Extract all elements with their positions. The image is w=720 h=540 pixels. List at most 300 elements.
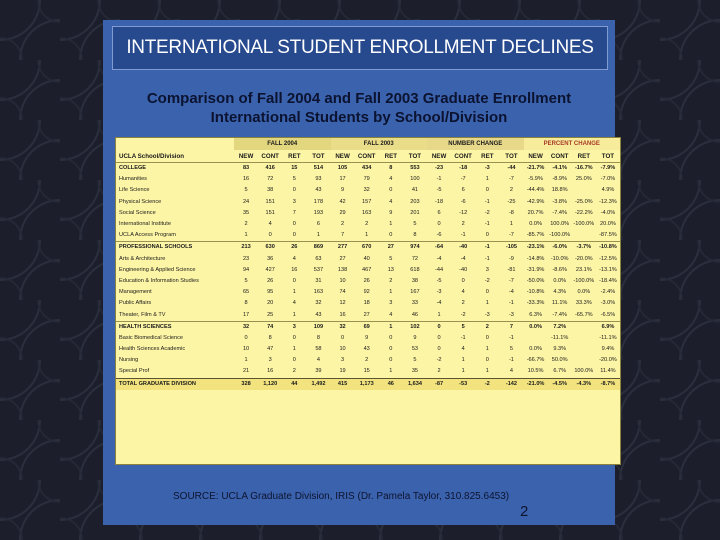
table-cell: 46: [379, 378, 403, 390]
table-cell: -25.0%: [574, 198, 593, 205]
table-cell: 10: [339, 346, 346, 353]
table-cell: 41: [411, 187, 419, 194]
table-cell: 2: [475, 321, 499, 333]
row-label: Special Prof: [119, 368, 150, 375]
table-cell: 0.0%: [577, 289, 591, 296]
table-row: [116, 309, 620, 321]
table-cell: 4.3%: [553, 289, 567, 296]
table-cell: 8: [316, 334, 320, 341]
column-header: RET: [572, 150, 596, 163]
table-cell: 7: [292, 209, 296, 216]
table-cell: 4.9%: [601, 187, 615, 194]
table-cell: -21.0%: [524, 378, 548, 390]
table-cell: 7.2%: [548, 321, 572, 333]
table-cell: 0: [437, 334, 441, 341]
table-cell: 32: [331, 321, 355, 333]
row-label: PROFESSIONAL SCHOOLS: [116, 242, 234, 254]
row-label: Basic Biomedical Science: [119, 334, 184, 341]
column-header: CONT: [451, 150, 475, 163]
table-cell: 415: [331, 378, 355, 390]
table-cell: -5.9%: [528, 176, 543, 183]
table-cell: -7.9%: [596, 163, 620, 175]
table-cell: 974: [403, 242, 427, 254]
table-cell: -3: [484, 311, 490, 318]
table-cell: 105: [331, 163, 355, 175]
table-cell: -2: [436, 357, 442, 364]
table-cell: -10.0%: [550, 255, 569, 262]
table-cell: 8: [379, 163, 403, 175]
table-cell: 5: [413, 357, 417, 364]
table-cell: 16: [242, 176, 250, 183]
table-cell: -5: [436, 187, 442, 194]
table-cell: 100: [410, 176, 420, 183]
table-cell: 35: [242, 209, 250, 216]
table-cell: 5: [292, 176, 296, 183]
table-cell: -18: [435, 198, 444, 205]
table-cell: 1: [292, 311, 296, 318]
table-cell: -100.0%: [549, 232, 571, 239]
table-cell: -40: [451, 242, 475, 254]
table-cell: 33: [411, 300, 419, 307]
table-cell: 11.1%: [551, 300, 568, 307]
table-cell: -8.9%: [552, 176, 567, 183]
table-cell: 553: [403, 163, 427, 175]
table-cell: 9: [341, 187, 345, 194]
table-row: [116, 174, 620, 185]
table-cell: -40: [459, 266, 468, 273]
column-header: RET: [475, 150, 499, 163]
section-row: [116, 242, 620, 254]
table-cell: -6: [436, 232, 442, 239]
table-cell: 83: [234, 163, 258, 175]
table-cell: 10: [339, 277, 346, 284]
table-cell: 20: [267, 300, 274, 307]
table-cell: 26: [363, 277, 370, 284]
table-cell: -1: [484, 221, 490, 228]
table-cell: 25.0%: [575, 176, 592, 183]
table-cell: -23: [427, 163, 451, 175]
table-cell: 19: [339, 368, 346, 375]
table-cell: -3: [508, 311, 514, 318]
table-cell: 0: [485, 187, 489, 194]
table-cell: -20.0%: [599, 357, 617, 364]
table-cell: 32: [315, 300, 322, 307]
table-cell: 203: [410, 198, 420, 205]
table-cell: 2: [437, 368, 441, 375]
table-cell: -4: [508, 289, 514, 296]
table-cell: 1,492: [306, 378, 330, 390]
table-row: [116, 219, 620, 230]
column-header: TOT: [499, 150, 523, 163]
table-row: [116, 287, 620, 298]
table-cell: 100.0%: [574, 368, 594, 375]
table-cell: -3: [436, 289, 442, 296]
group-header-row: [116, 138, 620, 150]
row-label: Nursing: [119, 357, 139, 364]
column-header-school: UCLA School/Division: [116, 150, 234, 163]
table-cell: 53: [411, 346, 419, 353]
row-label: Theater, Film & TV: [119, 311, 166, 318]
table-cell: 163: [362, 209, 372, 216]
table-cell: 32: [234, 321, 258, 333]
table-cell: 1,173: [355, 378, 379, 390]
table-cell: 1: [389, 289, 393, 296]
table-cell: 618: [410, 266, 420, 273]
table-cell: 1: [461, 357, 465, 364]
row-label: Social Science: [119, 209, 156, 216]
table-cell: -7: [508, 176, 514, 183]
table-cell: -2: [460, 311, 466, 318]
table-cell: -2: [484, 209, 490, 216]
table-cell: 5: [244, 187, 248, 194]
table-cell: 0: [292, 277, 296, 284]
table-cell: -8.6%: [552, 266, 567, 273]
table-cell: -6: [460, 198, 466, 205]
table-cell: 4: [461, 346, 465, 353]
row-label: Physical Science: [119, 198, 162, 205]
table-cell: -16.7%: [572, 163, 596, 175]
table-cell: 2: [365, 221, 369, 228]
table-cell: 18: [363, 300, 370, 307]
table-cell: -50.0%: [526, 277, 545, 284]
table-cell: 1: [461, 368, 465, 375]
table-cell: 1,634: [403, 378, 427, 390]
table-row: [116, 208, 620, 219]
table-cell: -8: [508, 209, 514, 216]
table-cell: 5: [244, 277, 248, 284]
table-cell: 277: [331, 242, 355, 254]
table-cell: -31.9%: [526, 266, 545, 273]
table-cell: 58: [315, 346, 322, 353]
group-header-fall-2003: FALL 2003: [331, 138, 428, 150]
table-cell: 2: [509, 187, 513, 194]
table-cell: 5: [451, 321, 475, 333]
table-cell: 33.3%: [575, 300, 592, 307]
table-cell: 0: [292, 334, 296, 341]
table-cell: 40: [363, 255, 370, 262]
table-cell: 1: [244, 232, 248, 239]
table-cell: -53: [451, 378, 475, 390]
table-cell: -11.1%: [599, 334, 617, 341]
section-row: [116, 321, 620, 333]
row-label: TOTAL GRADUATE DIVISION: [116, 378, 234, 390]
subtitle-line-1: Comparison of Fall 2004 and Fall 2003 Graduate Enrollment: [146, 90, 572, 107]
table-cell: -87.5%: [599, 232, 617, 239]
table-cell: 16: [339, 311, 346, 318]
table-cell: 5: [509, 346, 513, 353]
row-label: UCLA Access Program: [119, 232, 176, 239]
row-label: Humanities: [119, 176, 147, 183]
table-cell: 0: [485, 357, 489, 364]
table-cell: 2: [341, 221, 345, 228]
table-cell: 4: [292, 300, 296, 307]
table-cell: -44.4%: [526, 187, 545, 194]
table-cell: -1: [484, 198, 490, 205]
table-cell: [524, 333, 548, 344]
table-cell: 50.0%: [551, 357, 568, 364]
table-cell: 427: [265, 266, 275, 273]
table-cell: 32: [363, 187, 370, 194]
table-cell: 10: [242, 346, 250, 353]
table-cell: 47: [267, 346, 274, 353]
table-cell: -20.0%: [574, 255, 593, 262]
table-row: [116, 366, 620, 378]
table-cell: -22.2%: [574, 209, 593, 216]
table-cell: 1: [292, 346, 296, 353]
table-cell: 1: [485, 176, 489, 183]
table-cell: 94: [242, 266, 250, 273]
table-cell: 6: [461, 187, 465, 194]
table-cell: 630: [258, 242, 282, 254]
table-cell: 7: [341, 232, 345, 239]
column-header: RET: [379, 150, 403, 163]
table-cell: 4: [316, 357, 320, 364]
table-cell: 0.0%: [553, 277, 567, 284]
table-cell: 38: [267, 187, 274, 194]
table-cell: 213: [234, 242, 258, 254]
row-label: Engineering & Applied Science: [119, 266, 196, 273]
table-cell: -2.4%: [600, 289, 616, 296]
group-header-percent-change: PERCENT CHANGE: [524, 138, 621, 150]
table-cell: 3: [282, 321, 306, 333]
column-header: RET: [282, 150, 306, 163]
table-cell: 0: [485, 334, 489, 341]
table-cell: -2: [475, 378, 499, 390]
table-cell: [572, 355, 596, 366]
row-label: Life Science: [119, 187, 150, 194]
table-cell: -65.7%: [574, 311, 593, 318]
table-cell: 23.1%: [575, 266, 592, 273]
table-cell: 1: [292, 289, 296, 296]
table-cell: -44: [435, 266, 444, 273]
table-cell: -18.4%: [599, 277, 617, 284]
row-label: Health Sciences Academic: [119, 346, 186, 353]
table-cell: 27: [379, 242, 403, 254]
table-row: [116, 185, 620, 196]
table-cell: 20.0%: [600, 221, 616, 228]
row-label: Public Affairs: [119, 300, 152, 307]
row-label: Management: [119, 289, 152, 296]
table-cell: 4: [509, 368, 513, 375]
table-cell: 27: [363, 311, 370, 318]
group-header-fall-2004: FALL 2004: [234, 138, 331, 150]
table-cell: -4.0%: [600, 209, 616, 216]
table-cell: 0: [485, 289, 489, 296]
table-cell: -23.1%: [524, 242, 548, 254]
table-cell: 42: [339, 198, 346, 205]
table-cell: -9: [508, 255, 514, 262]
table-cell: -87: [427, 378, 451, 390]
table-cell: 29: [339, 209, 346, 216]
table-cell: 2: [461, 300, 465, 307]
table-cell: 0: [389, 232, 393, 239]
table-cell: 467: [362, 266, 372, 273]
table-cell: 0: [292, 232, 296, 239]
table-row: [116, 230, 620, 242]
table-row: [116, 344, 620, 355]
table-cell: -81: [507, 266, 516, 273]
table-cell: 38: [411, 277, 419, 284]
table-cell: -44: [499, 163, 523, 175]
table-cell: 3: [292, 198, 296, 205]
table-cell: 0: [292, 221, 296, 228]
table-cell: 39: [315, 368, 322, 375]
table-row: [116, 333, 620, 344]
table-cell: -4.1%: [548, 163, 572, 175]
table-cell: -14.8%: [526, 255, 545, 262]
table-row: [116, 298, 620, 309]
table-cell: -7.4%: [552, 311, 567, 318]
table-cell: -11.1%: [551, 334, 569, 341]
table-row: [116, 254, 620, 265]
table-cell: 44: [282, 378, 306, 390]
table-cell: 167: [410, 289, 420, 296]
table-cell: 0: [427, 321, 451, 333]
table-cell: 1,120: [258, 378, 282, 390]
table-row: [116, 197, 620, 208]
table-cell: 4: [389, 198, 393, 205]
table-cell: 17: [242, 311, 250, 318]
table-cell: 1: [485, 368, 489, 375]
table-cell: 9: [365, 334, 369, 341]
table-cell: -4: [436, 255, 442, 262]
section-row: [116, 163, 620, 175]
table-cell: 0.0%: [524, 321, 548, 333]
table-cell: 1: [244, 357, 248, 364]
table-cell: -100.0%: [573, 221, 595, 228]
table-cell: 670: [355, 242, 379, 254]
table-cell: -18: [451, 163, 475, 175]
table-cell: 17: [339, 176, 346, 183]
table-cell: 23: [242, 255, 250, 262]
table-cell: 46: [411, 311, 419, 318]
table-cell: 328: [234, 378, 258, 390]
table-cell: -85.7%: [526, 232, 545, 239]
group-header-number-change: NUMBER CHANGE: [427, 138, 524, 150]
table-cell: 9: [389, 209, 393, 216]
table-cell: 10.5%: [527, 368, 544, 375]
page-number: 2: [520, 503, 529, 520]
table-cell: 0: [389, 357, 393, 364]
table-cell: 9.3%: [553, 346, 567, 353]
column-header: NEW: [427, 150, 451, 163]
slide-title: INTERNATIONAL STUDENT ENROLLMENT DECLINES: [112, 26, 608, 70]
table-cell: -6.5%: [600, 311, 616, 318]
table-cell: 15: [363, 368, 370, 375]
table-cell: 163: [313, 289, 324, 296]
source-note: SOURCE: UCLA Graduate Division, IRIS (Dr. Pamela Taylor, 310.825.6453): [173, 491, 510, 502]
table-cell: 1: [379, 321, 403, 333]
row-label: Education & Information Studies: [119, 277, 199, 284]
table-cell: 1: [509, 221, 513, 228]
table-cell: 8: [244, 300, 248, 307]
table-cell: -12.3%: [599, 198, 617, 205]
table-cell: -2: [484, 277, 490, 284]
table-cell: 4: [292, 255, 296, 262]
table-cell: 25: [267, 311, 274, 318]
table-cell: -1: [508, 357, 514, 364]
table-cell: 13: [387, 266, 394, 273]
table-cell: 72: [267, 176, 274, 183]
table-cell: -33.3%: [526, 300, 545, 307]
table-cell: 109: [306, 321, 330, 333]
table-cell: 8: [268, 334, 272, 341]
table-cell: 3: [389, 300, 393, 307]
table-cell: 0: [341, 334, 345, 341]
table-cell: 4: [268, 221, 272, 228]
table-cell: -3.7%: [572, 242, 596, 254]
table-row: [116, 276, 620, 287]
table-cell: 72: [411, 255, 419, 262]
table-cell: [572, 344, 596, 355]
table-cell: [572, 185, 596, 196]
table-cell: 7: [499, 321, 523, 333]
table-cell: -1: [508, 334, 514, 341]
table-cell: 1: [485, 346, 489, 353]
table-cell: -7: [508, 232, 514, 239]
row-label: Arts & Architecture: [119, 255, 166, 262]
table-body: [116, 163, 620, 390]
table-cell: -13.1%: [599, 266, 617, 273]
table-cell: 102: [403, 321, 427, 333]
table-cell: -1: [475, 242, 499, 254]
table-cell: 18.8%: [551, 187, 568, 194]
table-cell: 12: [339, 300, 346, 307]
table-cell: 92: [363, 289, 370, 296]
table-cell: 3: [485, 266, 489, 273]
table-cell: 15: [282, 163, 306, 175]
table-cell: -105: [499, 242, 523, 254]
table-cell: 31: [315, 277, 322, 284]
table-cell: -1: [508, 300, 514, 307]
table-cell: -100.0%: [573, 277, 595, 284]
table-cell: 2: [389, 277, 393, 284]
table-cell: 20.7%: [527, 209, 544, 216]
row-label: COLLEGE: [116, 163, 234, 175]
table-cell: -4.5%: [548, 378, 572, 390]
table-cell: 4: [389, 176, 393, 183]
table-cell: -66.7%: [526, 357, 545, 364]
slide-subtitle: [103, 89, 615, 127]
total-row: [116, 378, 620, 390]
table-cell: 157: [362, 198, 372, 205]
table-cell: 3: [268, 357, 272, 364]
table-cell: 1: [485, 300, 489, 307]
table-cell: 0: [244, 334, 248, 341]
table-cell: -8.7%: [596, 378, 620, 390]
table-cell: [572, 230, 596, 242]
table-cell: 869: [306, 242, 330, 254]
column-header-row: [116, 150, 620, 163]
column-header: CONT: [258, 150, 282, 163]
table-cell: 16: [291, 266, 298, 273]
table-cell: 0: [437, 346, 441, 353]
group-header-blank: [116, 138, 234, 150]
table-cell: -6.0%: [548, 242, 572, 254]
table-cell: 63: [315, 255, 322, 262]
table-cell: 35: [411, 368, 419, 375]
column-header: NEW: [331, 150, 355, 163]
table-cell: 0.0%: [529, 221, 542, 228]
table-cell: -4: [460, 255, 466, 262]
table-cell: 8: [413, 232, 417, 239]
table-cell: 100.0%: [550, 221, 570, 228]
table-cell: 24: [242, 198, 250, 205]
table-cell: 26: [282, 242, 306, 254]
table-cell: -7.4%: [552, 209, 567, 216]
table-cell: 11.4%: [600, 368, 616, 375]
table-cell: -7: [508, 277, 514, 284]
